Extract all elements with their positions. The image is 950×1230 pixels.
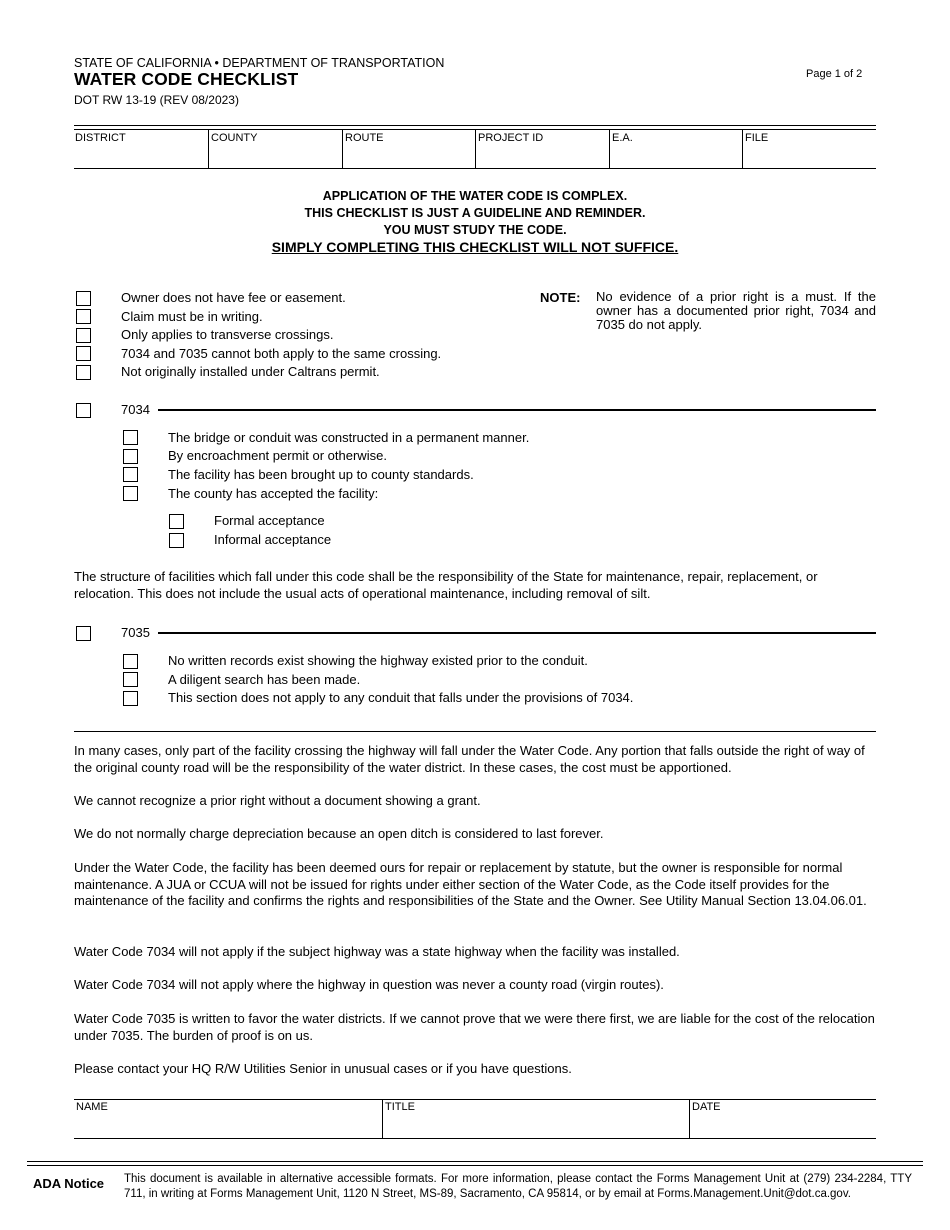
county-field[interactable] bbox=[208, 130, 342, 168]
guidance-paragraph: Please contact your HQ R/W Utilities Senior in unusual cases or if you have questions. bbox=[74, 1061, 572, 1076]
responsibility-paragraph: The structure of facilities which fall under this code shall be the responsibility of the State for maintenance, repair, replacement, or relocation. This does not include the usual acts of operational maintenance, including removal of silt. bbox=[74, 569, 818, 601]
checklist-item: A diligent search has been made. bbox=[168, 672, 361, 687]
checklist-item: 7034 and 7035 cannot both apply to the same crossing. bbox=[121, 346, 442, 361]
date-field[interactable] bbox=[689, 1100, 876, 1138]
county-label: COUNTY bbox=[211, 132, 258, 144]
guidance-paragraph: We do not normally charge depreciation because an open ditch is considered to last forever. bbox=[74, 826, 604, 841]
route-field[interactable] bbox=[342, 130, 476, 168]
name-label: NAME bbox=[76, 1101, 108, 1113]
county-accepted-checkbox[interactable] bbox=[123, 486, 138, 501]
diligent-search-checkbox[interactable] bbox=[123, 672, 138, 687]
form-number: DOT RW 13-19 (REV 08/2023) bbox=[74, 93, 239, 107]
notice-line-4: SIMPLY COMPLETING THIS CHECKLIST WILL NOT SUFFICE. bbox=[271, 239, 679, 255]
project-info-table bbox=[74, 125, 876, 169]
formal-acceptance-checkbox[interactable] bbox=[169, 514, 184, 529]
section-7034-checkbox[interactable] bbox=[76, 403, 91, 418]
guidance-paragraph: In many cases, only part of the facility crossing the highway will fall under the Water Code. Any portion that falls outside the right of way of the original county road will be the responsibility of the water district. In these cases, the cost must be apportioned. bbox=[74, 743, 865, 775]
note-label: NOTE: bbox=[540, 290, 581, 305]
county-standards-checkbox[interactable] bbox=[123, 467, 138, 482]
route-label: ROUTE bbox=[345, 132, 384, 144]
date-label: DATE bbox=[692, 1101, 721, 1113]
checklist-item: Claim must be in writing. bbox=[121, 309, 263, 324]
notice-line-2: THIS CHECKLIST IS JUST A GUIDELINE AND REMINDER. bbox=[304, 206, 646, 220]
checklist-item: This section does not apply to any conduit that falls under the provisions of 7034. bbox=[168, 690, 634, 705]
form-title: WATER CODE CHECKLIST bbox=[74, 69, 299, 89]
transverse-crossing-checkbox[interactable] bbox=[76, 328, 91, 343]
checklist-item: No written records exist showing the highway existed prior to the conduit. bbox=[168, 653, 588, 668]
section-7034-divider bbox=[158, 409, 876, 411]
section-7035-divider bbox=[158, 632, 876, 634]
checklist-item: The county has accepted the facility: bbox=[168, 486, 379, 501]
name-field[interactable] bbox=[74, 1100, 382, 1138]
checklist-item: Formal acceptance bbox=[214, 513, 325, 528]
checklist-item: The bridge or conduit was constructed in a permanent manner. bbox=[168, 430, 530, 445]
section-divider bbox=[74, 731, 876, 732]
file-field[interactable] bbox=[742, 130, 876, 168]
guidance-paragraph: Water Code 7034 will not apply where the highway in question was never a county road (virgin routes). bbox=[74, 977, 664, 992]
file-label: FILE bbox=[745, 132, 769, 144]
district-label: DISTRICT bbox=[75, 132, 126, 144]
checklist-item: Only applies to transverse crossings. bbox=[121, 327, 334, 342]
not-both-apply-checkbox[interactable] bbox=[76, 346, 91, 361]
page-indicator: Page 1 of 2 bbox=[806, 68, 863, 80]
checklist-item: Not originally installed under Caltrans permit. bbox=[121, 364, 380, 379]
guidance-paragraph: Under the Water Code, the facility has been deemed ours for repair or replacement by statute, but the owner is responsible for normal maintenance. A JUA or CCUA will not be issued for rights under either section of the Water Code, as the Code itself provides for the maintenance of the facility and confirms the rights and responsibilities of the State and the Owner. See Utility Manual Section 13.04.06.01. bbox=[74, 860, 867, 908]
project-id-label: PROJECT ID bbox=[478, 132, 544, 144]
ea-field[interactable] bbox=[609, 130, 742, 168]
encroachment-permit-checkbox[interactable] bbox=[123, 449, 138, 464]
note-text: No evidence of a prior right is a must. If the owner has a documented prior right, 7034 and 7035 do not apply. bbox=[596, 289, 876, 332]
informal-acceptance-checkbox[interactable] bbox=[169, 533, 184, 548]
project-id-field[interactable] bbox=[475, 130, 609, 168]
agency-name: STATE OF CALIFORNIA • DEPARTMENT OF TRANSPORTATION bbox=[74, 56, 445, 70]
guidance-paragraph: We cannot recognize a prior right without a document showing a grant. bbox=[74, 793, 481, 808]
checklist-item: By encroachment permit or otherwise. bbox=[168, 448, 387, 463]
ada-notice-label: ADA Notice bbox=[33, 1176, 105, 1191]
notice-line-3: YOU MUST STUDY THE CODE. bbox=[383, 223, 567, 237]
signature-table bbox=[74, 1099, 876, 1139]
section-7035-label: 7035 bbox=[121, 625, 150, 640]
claim-writing-checkbox[interactable] bbox=[76, 309, 91, 324]
checklist-item: Informal acceptance bbox=[214, 532, 332, 547]
guidance-paragraph: Water Code 7035 is written to favor the water districts. If we cannot prove that we were there first, we are liable for the cost of the relocation under 7035. The burden of proof is on us. bbox=[74, 1011, 875, 1043]
no-written-records-checkbox[interactable] bbox=[123, 654, 138, 669]
checklist-item: The facility has been brought up to county standards. bbox=[168, 467, 474, 482]
section-7035-checkbox[interactable] bbox=[76, 626, 91, 641]
section-7034-label: 7034 bbox=[121, 402, 150, 417]
footer-divider bbox=[27, 1161, 923, 1166]
permanent-manner-checkbox[interactable] bbox=[123, 430, 138, 445]
not-under-7034-checkbox[interactable] bbox=[123, 691, 138, 706]
not-caltrans-permit-checkbox[interactable] bbox=[76, 365, 91, 380]
ada-notice-text: This document is available in alternative accessible formats. For more information, please contact the Forms Management Unit at (279) 234-2284, TTY 711, in writing at Forms Management Unit, 1120 N Street, MS-89, Sacramento, CA 95814, or by email at Forms.Management.Unit@dot.ca.gov. bbox=[124, 1173, 912, 1200]
title-label: TITLE bbox=[385, 1101, 415, 1113]
guidance-paragraph: Water Code 7034 will not apply if the subject highway was a state highway when the facility was installed. bbox=[74, 944, 680, 959]
ea-label: E.A. bbox=[612, 132, 633, 144]
notice-line-1: APPLICATION OF THE WATER CODE IS COMPLEX. bbox=[322, 189, 628, 203]
checklist-item: Owner does not have fee or easement. bbox=[121, 290, 346, 305]
district-field[interactable] bbox=[74, 130, 208, 168]
title-field[interactable] bbox=[382, 1100, 689, 1138]
owner-no-fee-checkbox[interactable] bbox=[76, 291, 91, 306]
